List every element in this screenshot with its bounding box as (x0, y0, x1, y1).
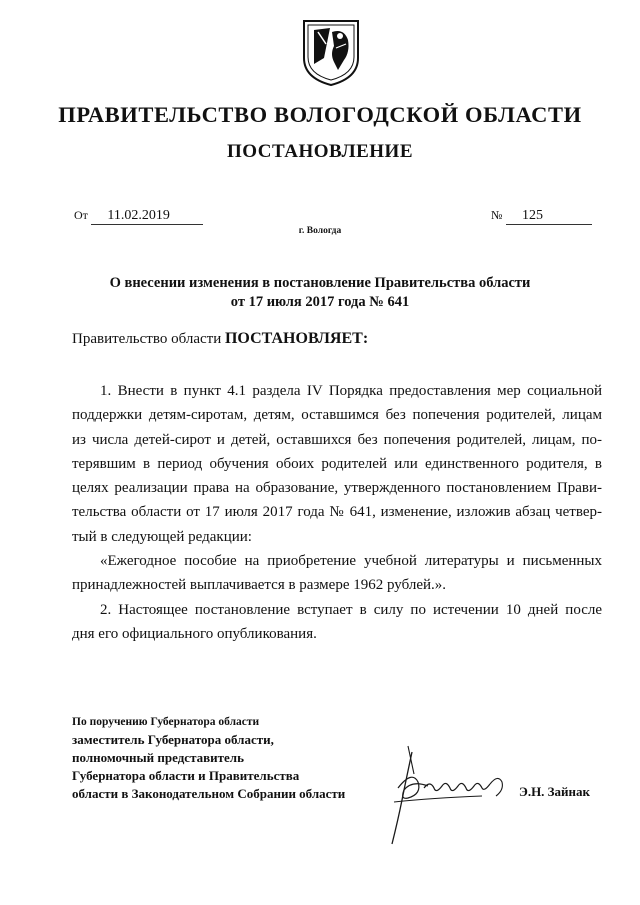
signatory-line: По поручению Губернатора области (72, 716, 260, 728)
government-title: ПРАВИТЕЛЬСТВО ВОЛОГОДСКОЙ ОБЛАСТИ (58, 102, 582, 127)
paragraph-3 (72, 598, 602, 647)
text-line: тельства области от 17 июля 2017 года № 641, изменение, изложив абзац четвер- (72, 504, 602, 521)
number-row (491, 207, 592, 225)
signatory-line: заместитель Губернатора области, (72, 732, 274, 747)
resolves-prefix: Правительство области (72, 331, 222, 347)
text-line: терявшим в период обучения обоих родителей или единственного родителя, в (72, 455, 602, 472)
coat-of-arms-icon (300, 18, 362, 88)
text-line: поддержки детям-сиротам, детям, оставшимся без попечения родителей, лицам (72, 407, 602, 424)
text-line: 1. Внести в пункт 4.1 раздела IV Порядка предоставления мер социальной (100, 383, 602, 399)
text-line: «Ежегодное пособие на приобретение учебной литературы и письменных (100, 553, 602, 570)
city: г. Вологда (298, 226, 342, 236)
signatory-line: области в Законодательном Собрании области (72, 786, 346, 801)
text-line: принадлежностей выплачивается в размере 1962 рублей.». (72, 577, 447, 594)
text-line: 2. Настоящее постановление вступает в силу по истечении 10 дней после (100, 601, 602, 618)
document-body (72, 379, 602, 646)
document-type: ПОСТАНОВЛЕНИЕ (226, 141, 414, 162)
document-date: 11.02.2019 (91, 207, 203, 225)
signatory-name: Э.Н. Зайнак (519, 784, 591, 799)
signatory-block (72, 713, 345, 803)
paragraph-2 (72, 549, 602, 598)
number-label: № (491, 208, 503, 222)
date-row (74, 207, 203, 225)
subject-line: О внесении изменения в постановление Правительства области (109, 275, 531, 291)
signatory-line: полномочный представитель (72, 750, 244, 765)
text-line: дня его официального опубликования. (72, 625, 317, 642)
resolves-line (72, 330, 368, 348)
text-line: тый в следующей редакции: (72, 528, 252, 545)
document-subject (0, 274, 640, 312)
paragraph-1 (72, 379, 602, 549)
text-line: из числа детей-сирот и детей, оставшихся без попечения родителей, лицам, по- (72, 431, 602, 448)
handwritten-signature-icon (372, 740, 512, 850)
signatory-line: Губернатора области и Правительства (72, 768, 300, 783)
text-line: целях реализации права на образование, утвержденного постановлением Прави- (72, 480, 602, 497)
document-number: 125 (506, 207, 592, 225)
date-label: От (74, 208, 88, 222)
resolves-keyword: ПОСТАНОВЛЯЕТ: (224, 330, 369, 347)
subject-line: от 17 июля 2017 года № 641 (230, 294, 410, 310)
